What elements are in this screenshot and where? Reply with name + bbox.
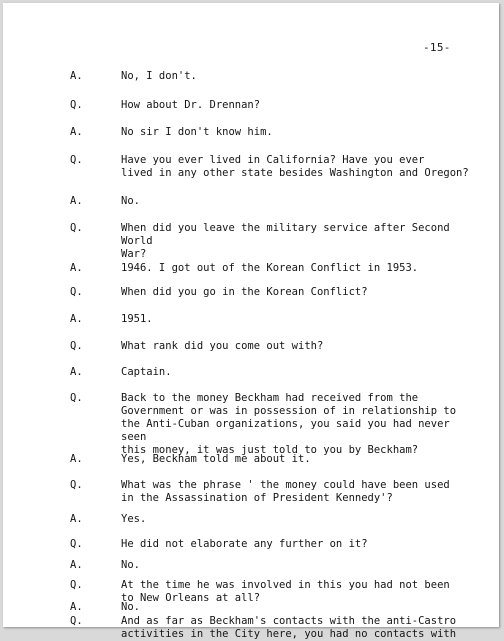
line-text: 1951.: [121, 313, 153, 325]
line-text: No.: [121, 601, 140, 613]
speaker-label: A.: [70, 453, 83, 465]
speaker-label: Q.: [70, 222, 83, 234]
line-text: No, I don't.: [121, 70, 197, 82]
line-text: At the time he was involved in this you had not been to New Orleans at all?: [121, 579, 450, 604]
speaker-label: A.: [70, 513, 83, 525]
speaker-label: A.: [70, 601, 83, 613]
line-text: When did you leave the military service after Second World War?: [121, 222, 450, 260]
speaker-label: Q.: [70, 99, 83, 111]
speaker-label: Q.: [70, 538, 83, 550]
speaker-label: A.: [70, 559, 83, 571]
speaker-label: Q.: [70, 579, 83, 591]
line-text: Have you ever lived in California? Have you ever lived in any other state besides Washington and Oregon?: [121, 154, 469, 179]
line-text: Yes, Beckham told me about it.: [121, 453, 311, 465]
speaker-label: Q.: [70, 479, 83, 491]
line-text: When did you go in the Korean Conflict?: [121, 286, 368, 298]
speaker-label: Q.: [70, 340, 83, 352]
line-text: Back to the money Beckham had received from the Government or was in possession of in relationship to the Anti-Cuban organizations, you said you had never seen this money, it was just told to you by Beckham?: [121, 392, 457, 456]
line-text: What was the phrase ' the money could have been used in the Assassination of President Kennedy'?: [121, 479, 450, 504]
speaker-label: A.: [70, 70, 83, 82]
line-text: Captain.: [121, 366, 172, 378]
document-page: [3, 3, 499, 640]
line-text: No.: [121, 195, 140, 207]
speaker-label: A.: [70, 313, 83, 325]
line-text: And as far as Beckham's contacts with the anti-Castro activities in the City here, you had no contacts with: [121, 615, 457, 640]
speaker-label: A.: [70, 126, 83, 138]
line-text: Yes.: [121, 513, 147, 525]
page-number: -15-: [423, 41, 451, 54]
line-text: No sir I don't know him.: [121, 126, 273, 138]
line-text: He did not elaborate any further on it?: [121, 538, 368, 550]
speaker-label: A.: [70, 195, 83, 207]
line-text: How about Dr. Drennan?: [121, 99, 261, 111]
speaker-label: Q.: [70, 615, 83, 627]
speaker-label: Q.: [70, 286, 83, 298]
speaker-label: A.: [70, 366, 83, 378]
line-text: 1946. I got out of the Korean Conflict in 1953.: [121, 262, 419, 274]
speaker-label: Q.: [70, 392, 83, 404]
line-text: What rank did you come out with?: [121, 340, 324, 352]
line-text: No.: [121, 559, 140, 571]
speaker-label: Q.: [70, 154, 83, 166]
speaker-label: A.: [70, 262, 83, 274]
